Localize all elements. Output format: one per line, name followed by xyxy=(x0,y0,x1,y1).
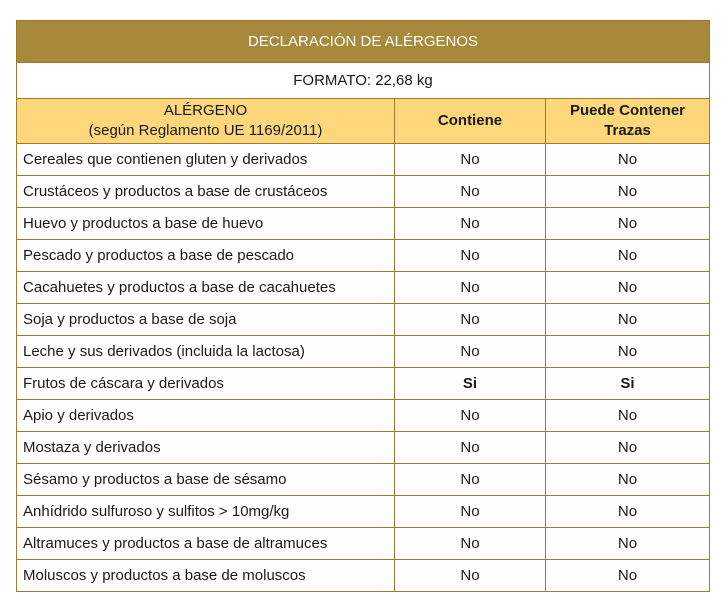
allergen-name: Altramuces y productos a base de altramuces xyxy=(17,528,395,560)
allergen-name: Soja y productos a base de soja xyxy=(17,304,395,336)
traces-value: No xyxy=(546,432,710,464)
contains-value: No xyxy=(395,464,546,496)
table-row xyxy=(17,272,710,304)
format-label: FORMATO: 22,68 kg xyxy=(17,63,710,99)
allergen-name: Huevo y productos a base de huevo xyxy=(17,208,395,240)
table-row xyxy=(17,336,710,368)
allergen-name: Anhídrido sulfuroso y sulfitos > 10mg/kg xyxy=(17,496,395,528)
allergen-name: Moluscos y productos a base de moluscos xyxy=(17,560,395,592)
header-row xyxy=(17,99,710,144)
header-traces-line1: Puede Contener xyxy=(569,102,686,119)
contains-value: No xyxy=(395,208,546,240)
table-row xyxy=(17,144,710,176)
traces-value: No xyxy=(546,208,710,240)
traces-value: No xyxy=(546,528,710,560)
header-allergen-subtitle: (según Reglamento UE 1169/2011) xyxy=(88,122,323,139)
traces-value: No xyxy=(546,176,710,208)
contains-value: No xyxy=(395,272,546,304)
table-row xyxy=(17,176,710,208)
traces-value: No xyxy=(546,240,710,272)
allergen-name: Crustáceos y productos a base de crustáceos xyxy=(17,176,395,208)
table-row xyxy=(17,496,710,528)
allergen-name: Leche y sus derivados (incluida la lactosa) xyxy=(17,336,395,368)
allergen-name: Pescado y productos a base de pescado xyxy=(17,240,395,272)
traces-value: No xyxy=(546,272,710,304)
table-row xyxy=(17,528,710,560)
allergen-table xyxy=(16,20,710,592)
allergen-name: Frutos de cáscara y derivados xyxy=(17,368,395,400)
traces-value: No xyxy=(546,400,710,432)
contains-value: No xyxy=(395,496,546,528)
table-row xyxy=(17,400,710,432)
allergen-name: Cereales que contienen gluten y derivados xyxy=(17,144,395,176)
table-row xyxy=(17,208,710,240)
contains-value: No xyxy=(395,144,546,176)
table-title: DECLARACIÓN DE ALÉRGENOS xyxy=(17,21,710,63)
header-traces xyxy=(546,99,710,144)
contains-value: No xyxy=(395,432,546,464)
table-row xyxy=(17,464,710,496)
table-row xyxy=(17,560,710,592)
contains-value: No xyxy=(395,240,546,272)
header-traces-line2: Trazas xyxy=(604,122,651,139)
traces-value: No xyxy=(546,304,710,336)
traces-value: No xyxy=(546,560,710,592)
contains-value: No xyxy=(395,176,546,208)
traces-value: No xyxy=(546,336,710,368)
table-row xyxy=(17,240,710,272)
traces-value: No xyxy=(546,144,710,176)
header-allergen xyxy=(17,99,395,144)
allergen-table-container xyxy=(16,20,709,592)
traces-value: No xyxy=(546,464,710,496)
contains-value: No xyxy=(395,528,546,560)
header-allergen-title: ALÉRGENO xyxy=(163,102,248,119)
allergen-name: Sésamo y productos a base de sésamo xyxy=(17,464,395,496)
contains-value: No xyxy=(395,336,546,368)
table-row xyxy=(17,304,710,336)
allergen-name: Apio y derivados xyxy=(17,400,395,432)
allergen-name: Mostaza y derivados xyxy=(17,432,395,464)
allergen-name: Cacahuetes y productos a base de cacahuetes xyxy=(17,272,395,304)
contains-value: Si xyxy=(395,368,546,400)
traces-value: No xyxy=(546,496,710,528)
table-row xyxy=(17,368,710,400)
contains-value: No xyxy=(395,560,546,592)
header-contains: Contiene xyxy=(395,99,546,144)
contains-value: No xyxy=(395,304,546,336)
table-row xyxy=(17,432,710,464)
traces-value: Si xyxy=(546,368,710,400)
format-row xyxy=(17,63,710,99)
title-row xyxy=(17,21,710,63)
contains-value: No xyxy=(395,400,546,432)
